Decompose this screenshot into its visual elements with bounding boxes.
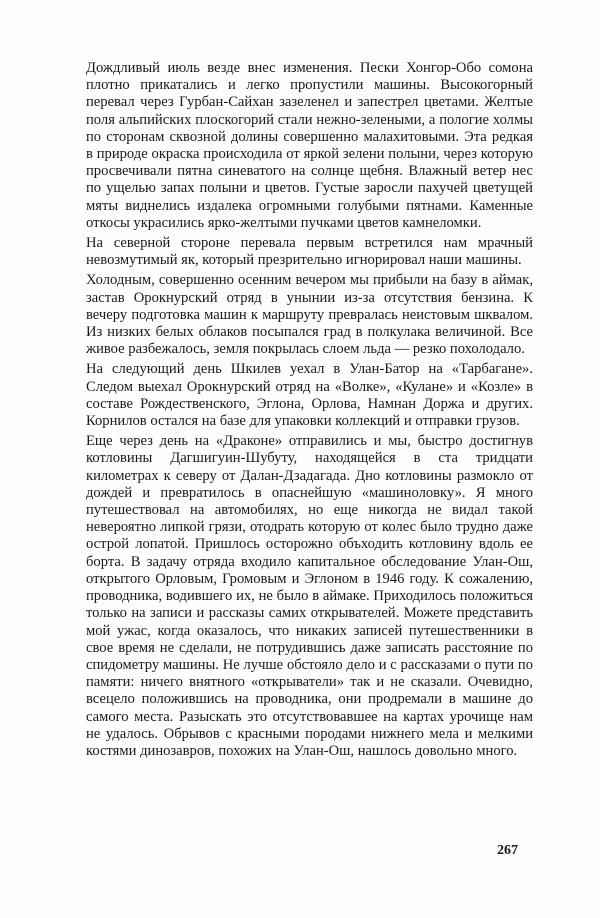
- paragraph-4: На следующий день Шкилев уехал в Улан-Батор на «Тарбагане». Следом выехал Орокнурский отряд на «Волке», «Кулане» и «Козле» в составе Рождественского, Эглона, Орлова, Намнан Доржа и других. Корнилов остался на базе для упаковки коллекций и отправки грузов.: [86, 361, 533, 430]
- paragraph-3: Холодным, совершенно осенним вечером мы прибыли на базу в аймак, застав Орокнурский отряд в унынии из-за отсутствия бензина. К вечеру подготовка машин к маршруту превралась неистовым шквалом. Из низких белых облаков посыпался град в полкулака величиной. Все живое разбежалось, земля покрылась слоем льда — резко похолодало.: [86, 272, 533, 358]
- paragraph-1: Дождливый июль везде внес изменения. Пески Хонгор-Обо сомона плотно прикатались и легко пропустили машины. Высокогорный перевал через Гурбан-Сайхан зазеленел и запестрел цветами. Желтые поля альпийских плоскогорий стали нежно-зелеными, а пологие холмы по сторонам сквозной долины совершенно малахитовыми. Эта редкая в природе окраска происходила от яркой зелени полыни, через которую просвечивали пятна синеватого на солнце щебня. Влажный ветер нес по ущелью запах полыни и цветов. Густые заросли пахучей цветущей мяты виднелись издалека огромными голубыми пятнами. Каменные откосы украсились ярко-желтыми пучками цветов камнеломки.: [86, 60, 533, 231]
- body-text: [86, 60, 533, 760]
- page-number: 267: [497, 843, 518, 858]
- paragraph-2: На северной стороне перевала первым встретился нам мрачный невозмутимый як, который презрительно игнорировал наши машины.: [86, 235, 533, 269]
- paragraph-5: Еще через день на «Драконе» отправились и мы, быстро достигнув котловины Дагшигуин-Шубуту, находящейся в ста тридцати километрах к северу от Далан-Дзадагада. Дно котловины размокло от дождей и превратилось в опаснейшую «машиноловку». Я много путешествовал на автомобилях, но еще никогда не видал такой невероятно липкой грязи, отодрать которую от колес было трудно даже острой лопатой. Пришлось осторожно объходить котловину вдоль ее борта. В задачу отряда входило капитальное обследование Улан-Ош, открытого Орловым, Громовым и Эглоном в 1946 году. К сожалению, проводника, водившего их, не было в аймаке. Приходилось положиться только на записи и рассказы самих открывателей. Можете представить мой ужас, когда оказалось, что никаких записей путешественники в свое время не сделали, не потрудившись даже записать расстояние по спидометру машины. Не лучше обстояло дело и с рассказами о пути по памяти: ничего внятного «открыватели» так и не сказали. Очевидно, всецело положившись на проводника, они продремали в машине до самого места. Разыскать это отсутствовавшее на картах урочище нам не удалось. Обрывов с красными породами нижнего мела и мелкими костями динозавров, похожих на Улан-Ош, нашлось довольно много.: [86, 433, 533, 759]
